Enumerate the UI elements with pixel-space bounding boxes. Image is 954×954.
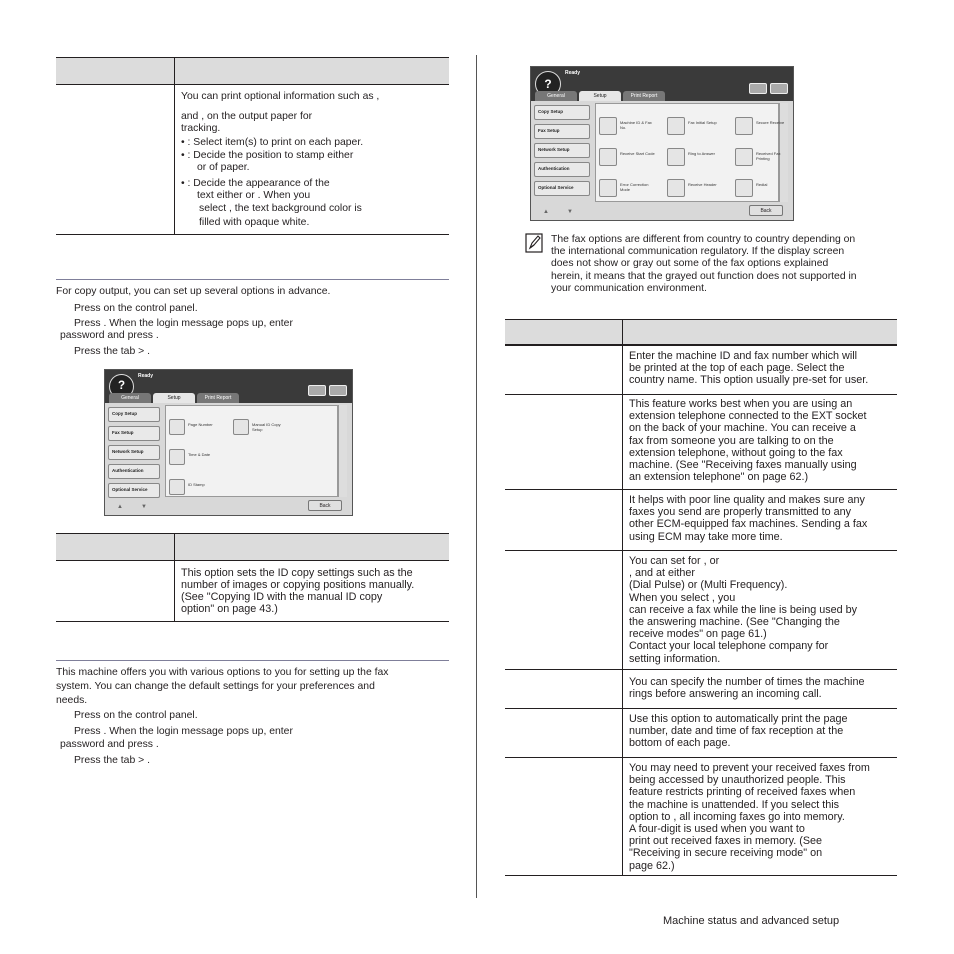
option-label: Fax Initial Setup: [688, 120, 717, 125]
fax-table-cell-line: "Receiving in secure receiving mode" on: [629, 847, 823, 860]
table1-line: filled with opaque white.: [199, 217, 310, 228]
fax-table-cell-line: extension telephone, without going to the fax: [629, 446, 843, 459]
side-menu-item[interactable]: Network Setup: [108, 445, 160, 460]
table1-line: • : Decide the position to stamp either: [181, 150, 354, 161]
toolbar-button: [308, 385, 326, 396]
fax-table-cell-line: (Dial Pulse) or (Multi Frequency).: [629, 579, 788, 592]
copy-step: password and press .: [60, 330, 159, 341]
copy-step: Press on the control panel.: [74, 303, 198, 314]
side-menu-item[interactable]: Authentication: [534, 162, 590, 177]
fax-table-bottom-rule: [505, 875, 897, 876]
fax-table-cell-line: rings before answering an incoming call.: [629, 688, 822, 701]
up-arrow-icon: ▲: [117, 503, 123, 510]
fax-step: Press on the control panel.: [74, 710, 198, 721]
table1-bottom-rule: [56, 234, 449, 235]
down-arrow-icon: ▼: [141, 503, 147, 510]
back-button[interactable]: Back: [308, 500, 342, 511]
fax-table-cell-line: receive modes" on page 61.): [629, 628, 767, 641]
fax-table-cell-line: option to , all incoming faxes go into memory.: [629, 810, 845, 823]
page-footer: Machine status and advanced setup: [663, 915, 840, 927]
option-button[interactable]: [735, 117, 753, 135]
fax-table-cell-line: can receive a fax while the line is being used by: [629, 603, 858, 616]
note-pencil-icon: [525, 233, 543, 253]
screen-tab[interactable]: Print Report: [197, 393, 239, 403]
option-button[interactable]: [667, 117, 685, 135]
copy-setup-screenshot: [104, 369, 353, 516]
help-icon: ?: [535, 71, 561, 97]
fax-table-cell-line: fax from someone you are talking to on the: [629, 434, 834, 447]
fax-table-header: [505, 319, 897, 345]
side-menu-item[interactable]: Fax Setup: [534, 124, 590, 139]
fax-table-cell-line: , and at either: [629, 567, 696, 580]
table1-line: select , the text background color is: [199, 203, 362, 214]
option-button[interactable]: [667, 148, 685, 166]
fax-table-cell-line: You may need to prevent your received faxes from: [629, 762, 870, 774]
fax-table-cell-line: number, date and time of fax reception at the: [629, 725, 844, 738]
option-label: Redial: [756, 182, 768, 187]
fax-section-rule: [56, 660, 449, 661]
side-menu-item[interactable]: Fax Setup: [108, 426, 160, 441]
fax-table-cell-line: You can set for , or: [629, 555, 720, 567]
column-divider: [476, 55, 477, 898]
table1-line: and , on the output paper for: [181, 111, 313, 122]
table1-line: tracking.: [181, 123, 221, 134]
table2-line: (See "Copying ID with the manual ID copy: [181, 591, 383, 603]
fax-table-row-rule: [505, 669, 897, 670]
option-button[interactable]: [599, 179, 617, 197]
fax-intro-line: needs.: [56, 695, 88, 706]
option-button[interactable]: [599, 117, 617, 135]
fax-step: password and press .: [60, 739, 159, 750]
table2-bottom-rule: [56, 621, 449, 622]
fax-setup-screenshot: [530, 66, 794, 221]
option-label: Ring to Answer: [688, 151, 715, 156]
option-button[interactable]: [667, 179, 685, 197]
table2-col-divider: [174, 533, 175, 621]
table1-line: You can print optional information such as ,: [181, 91, 380, 102]
option-button[interactable]: [233, 419, 249, 435]
table1-line: • : Select item(s) to print on each paper.: [181, 137, 364, 148]
option-button[interactable]: [735, 179, 753, 197]
fax-table-cell-line: machine. (See "Receiving faxes manually using: [629, 459, 857, 471]
option-button[interactable]: [169, 419, 185, 435]
fax-table-cell-line: extension telephone connected to the EXT socket: [629, 410, 867, 423]
option-label: Secure Receive: [756, 120, 785, 125]
fax-table-cell-line: be printed at the top of each page. Select the: [629, 362, 845, 375]
status-ready: Ready: [138, 373, 154, 379]
fax-table-cell-line: page 62.): [629, 859, 675, 872]
option-label: Received Fax Printing: [756, 151, 781, 161]
fax-table-cell-line: This feature works best when you are using an: [629, 398, 853, 410]
home-button: [329, 385, 347, 396]
option-label: Machine ID & Fax No.: [620, 120, 652, 130]
option-label: Time & Date: [188, 452, 211, 457]
fax-table-cell-line: Enter the machine ID and fax number which will: [629, 350, 858, 362]
fax-table-cell-line: faxes you send are properly transmitted to any: [629, 506, 852, 519]
table1-col-divider: [174, 57, 175, 234]
fax-table-cell-line: Use this option to automatically print the page: [629, 713, 848, 725]
table2-header: [56, 533, 449, 561]
table1-line: text either or . When you: [197, 190, 311, 201]
note-line: your communication environment.: [551, 282, 707, 294]
option-label: Page Number: [188, 422, 213, 427]
fax-table-row-rule: [505, 757, 897, 758]
fax-table-cell-line: using ECM may take more time.: [629, 530, 783, 543]
fax-intro-line: system. You can change the default settings for your preferences and: [56, 681, 375, 692]
side-menu-item[interactable]: Network Setup: [534, 143, 590, 158]
side-menu-item[interactable]: Copy Setup: [108, 407, 160, 422]
option-label: Receive Header: [688, 182, 717, 187]
fax-table-cell-line: You can specify the number of times the machine: [629, 676, 865, 688]
note-line: The fax options are different from country to country depending on: [551, 234, 856, 245]
side-menu-item[interactable]: Optional Service: [534, 181, 590, 196]
copy-step: Press . When the login message pops up, enter: [74, 318, 293, 329]
copy-step: Press the tab > .: [74, 346, 150, 357]
screen-tab[interactable]: Print Report: [623, 91, 665, 101]
status-ready: Ready: [565, 70, 581, 76]
fax-intro-line: This machine offers you with various options to you for setting up the fax: [56, 667, 389, 678]
table2-line: option" on page 43.): [181, 603, 278, 615]
back-button[interactable]: Back: [749, 205, 783, 216]
option-button[interactable]: [169, 449, 185, 465]
side-menu-item[interactable]: Copy Setup: [534, 105, 590, 120]
table1-header: [56, 57, 449, 85]
fax-table-row-rule: [505, 489, 897, 490]
fax-table-cell-line: other ECM-equipped fax machines. Sending a fax: [629, 518, 868, 531]
up-arrow-icon: ▲: [543, 208, 549, 215]
fax-table-cell-line: Contact your local telephone company for: [629, 640, 829, 653]
option-button[interactable]: [169, 479, 185, 495]
fax-table-cell-line: feature restricts printing of received faxes when: [629, 786, 856, 799]
fax-table-cell-line: country name. This option usually pre-set for user.: [629, 374, 869, 387]
help-icon: ?: [109, 374, 134, 399]
note-line: the international communication regulatory. If the display screen: [551, 246, 845, 258]
fax-table-col-divider: [622, 319, 623, 875]
option-label: ID Stamp: [188, 482, 205, 487]
table2-line: This option sets the ID copy settings such as the: [181, 567, 413, 579]
table1-line: or of paper.: [197, 162, 250, 173]
fax-table-cell-line: the machine is unattended. If you select this: [629, 798, 840, 811]
fax-table-cell-line: the answering machine. (See "Changing the: [629, 616, 840, 628]
fax-table-cell-line: setting information.: [629, 652, 721, 665]
copy-section-rule: [56, 279, 449, 280]
scrollbar: [338, 405, 347, 497]
side-menu-item[interactable]: Optional Service: [108, 483, 160, 498]
fax-step: Press . When the login message pops up, enter: [74, 726, 293, 737]
side-menu-item[interactable]: Authentication: [108, 464, 160, 479]
screen-tab[interactable]: General: [535, 91, 577, 101]
fax-table-cell-line: being accessed by unauthorized people. This: [629, 774, 846, 787]
screen-tab[interactable]: General: [109, 393, 151, 403]
fax-table-row-rule: [505, 708, 897, 709]
table1-line: • : Decide the appearance of the: [181, 178, 330, 189]
fax-table-cell-line: print out received faxes in memory. (See: [629, 835, 823, 848]
fax-table-cell-line: on the back of your machine. You can receive a: [629, 422, 856, 435]
note-line: does not show or gray out some of the fax options explained: [551, 258, 829, 270]
option-label: Manual ID Copy Setup: [252, 422, 281, 432]
fax-step: Press the tab > .: [74, 755, 150, 766]
table2-line: number of images or copying positions manually.: [181, 579, 415, 591]
down-arrow-icon: ▼: [567, 208, 573, 215]
fax-table-cell-line: an extension telephone" on page 62.): [629, 471, 809, 484]
fax-table-row-rule: [505, 345, 897, 346]
fax-table-cell-line: It helps with poor line quality and makes sure any: [629, 494, 865, 506]
fax-table-cell-line: When you select , you: [629, 591, 736, 604]
fax-table-cell-line: bottom of each page.: [629, 737, 731, 750]
screen-tab[interactable]: Setup: [153, 393, 195, 403]
screen-tab[interactable]: Setup: [579, 91, 621, 101]
toolbar-button: [749, 83, 767, 94]
note-line: herein, it means that the grayed out function does not supported in: [551, 270, 857, 282]
copy-intro: For copy output, you can set up several options in advance.: [56, 286, 331, 297]
fax-table-row-rule: [505, 550, 897, 551]
option-label: Receive Start Code: [620, 151, 655, 156]
home-button: [770, 83, 788, 94]
option-label: Error Correction Mode: [620, 182, 649, 192]
option-button[interactable]: [599, 148, 617, 166]
fax-table-row-rule: [505, 394, 897, 395]
option-button[interactable]: [735, 148, 753, 166]
fax-table-cell-line: A four-digit is used when you want to: [629, 823, 805, 835]
